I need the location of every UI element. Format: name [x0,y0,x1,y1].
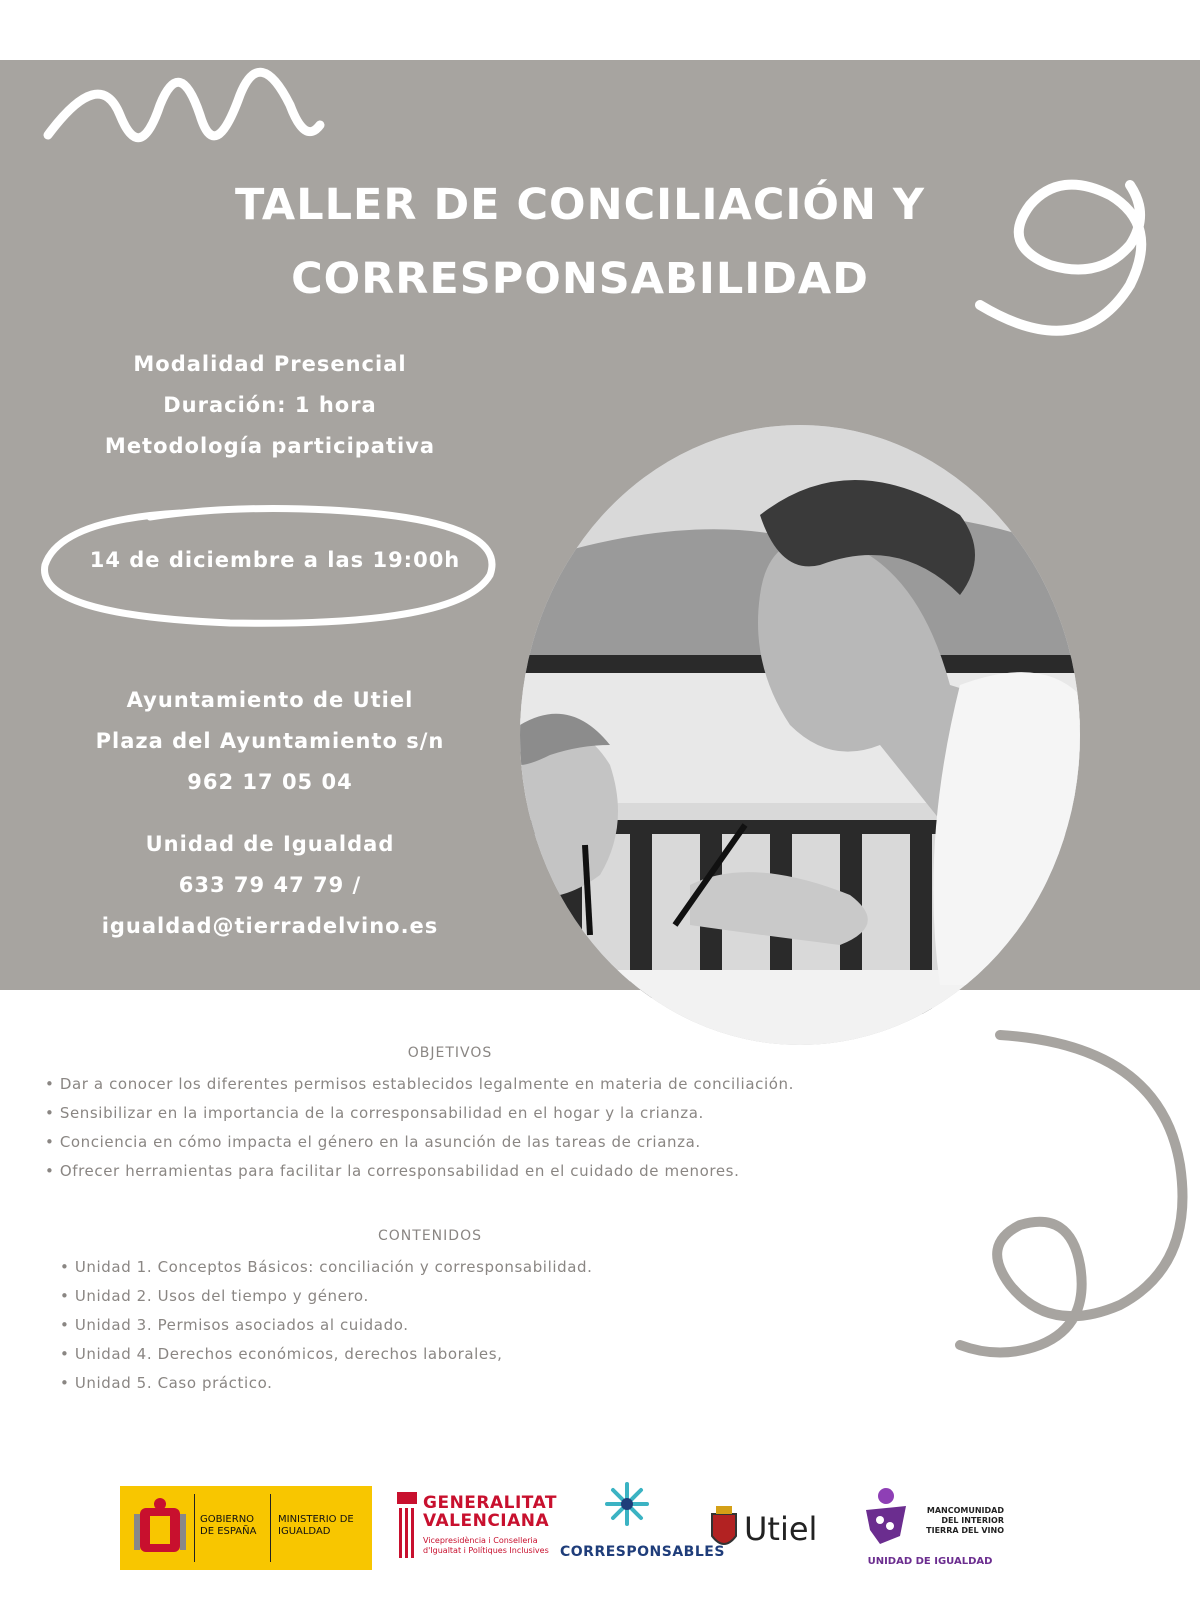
loop-bottom-right-decoration [930,1025,1200,1365]
location-address: Plaza del Ayuntamiento s/n [95,729,445,753]
gobierno-ministerio-logo [120,1486,372,1570]
title-line-2: CORRESPONSABILIDAD [291,254,869,304]
detail-duration: Duración: 1 hora [163,393,377,417]
sponsor-logos [0,1478,1200,1588]
mancomunidad-text: MANCOMUNIDAD DEL INTERIOR TIERRA DEL VINO [926,1506,1004,1535]
ministerio-text: MINISTERIO DE IGUALDAD [278,1514,354,1537]
corresponsables-star-icon [603,1480,651,1528]
list-item: • Ofrecer herramientas para facilitar la corresponsabilidad en el cuidado de menores. [45,1157,925,1186]
list-item: • Conciencia en cómo impacta el género en la asunción de las tareas de crianza. [45,1128,925,1157]
corresponsables-text: CORRESPONSABLES [560,1544,725,1560]
objetivos-list [45,1070,925,1186]
gobierno-text: GOBIERNO DE ESPAÑA [200,1514,257,1537]
event-date: 14 de diciembre a las 19:00h [89,548,461,572]
generalitat-emblem-icon [395,1492,419,1562]
scribble-top-left-decoration [40,55,340,165]
location-block [70,688,470,811]
father-child-photo [520,425,1080,1045]
spain-coat-of-arms-icon [132,1496,188,1560]
grapes-icon [860,1486,916,1552]
title-line-1: TALLER DE CONCILIACIÓN Y [234,180,926,230]
page-title [170,168,990,316]
mancomunidad-logo [860,1486,1004,1576]
contact-unit: Unidad de Igualdad [145,832,395,856]
list-item: • Unidad 4. Derechos económicos, derechos laborales, [60,1340,760,1369]
list-item: • Unidad 2. Usos del tiempo y género. [60,1282,760,1311]
contact-block [70,832,470,955]
generalitat-logo [395,1488,558,1578]
generalitat-subtext: Vicepresidència i Conselleria d'Igualtat i Polítiques Inclusives [423,1536,549,1555]
contact-phone: 633 79 47 79 / [178,873,362,897]
divider [270,1494,271,1562]
list-item: • Unidad 1. Conceptos Básicos: conciliación y corresponsabilidad. [60,1253,760,1282]
corresponsables-logo [560,1478,725,1578]
detail-modality: Modalidad Presencial [133,352,407,376]
contenidos-list [60,1253,760,1398]
contenidos-heading: CONTENIDOS [378,1228,482,1244]
unidad-igualdad-text: UNIDAD DE IGUALDAD [867,1556,993,1567]
loop-top-right-decoration [960,165,1180,355]
list-item: • Unidad 5. Caso práctico. [60,1369,760,1398]
list-item: • Sensibilizar en la importancia de la corresponsabilidad en el hogar y la crianza. [45,1099,925,1128]
utiel-text: Utiel [744,1510,818,1548]
utiel-logo [708,1498,828,1568]
workshop-details [80,352,460,475]
generalitat-text: GENERALITAT VALENCIANA [423,1493,558,1531]
list-item: • Dar a conocer los diferentes permisos establecidos legalmente en materia de conciliación. [45,1070,925,1099]
divider [194,1494,195,1562]
list-item: • Unidad 3. Permisos asociados al cuidado. [60,1311,760,1340]
location-name: Ayuntamiento de Utiel [126,688,414,712]
contact-email[interactable]: igualdad@tierradelvino.es [101,914,439,938]
detail-methodology: Metodología participativa [104,434,436,458]
utiel-shield-icon [708,1504,740,1552]
location-phone: 962 17 05 04 [187,770,353,794]
objetivos-heading: OBJETIVOS [407,1045,493,1061]
